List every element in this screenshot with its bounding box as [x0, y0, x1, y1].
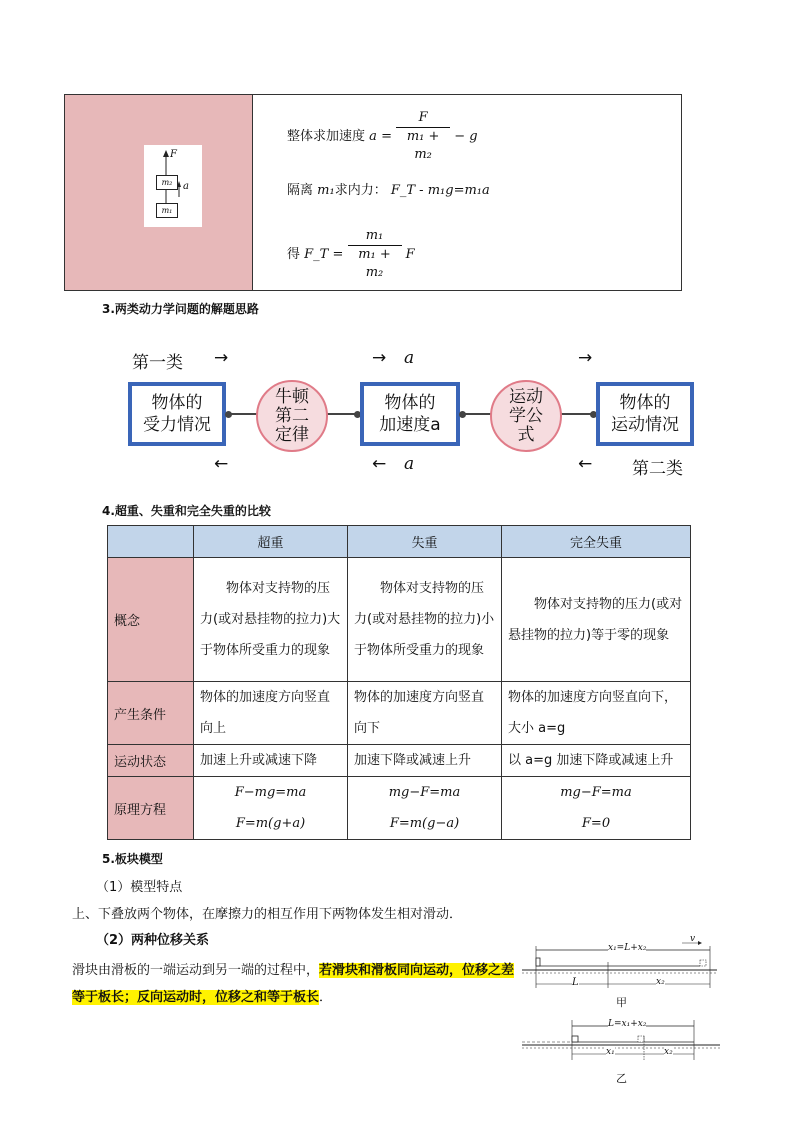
block-m2: m₂	[156, 175, 178, 190]
type2-label: 第二类	[632, 459, 683, 479]
equation-line: mg−F=ma	[388, 785, 461, 800]
diagram-cell	[65, 95, 253, 290]
tension-numerator: m₁	[348, 227, 402, 246]
arrow-left-icon: ←	[578, 454, 593, 474]
figure-jia	[522, 934, 722, 1012]
jia-L-label: L	[572, 977, 579, 988]
table-cell: 物体对支持物的压力(或对悬挂物的拉力)等于零的现象	[502, 558, 691, 682]
arrow-left-icon: ←	[214, 454, 229, 474]
subsection2-title: （2）两种位移关系	[96, 933, 210, 948]
tension-fraction	[348, 227, 402, 282]
whole-accel-formula: 整体求加速度 a = $\frac{F}{\text{m₁ + m₂}}$ − g	[287, 110, 478, 162]
figure-yi	[522, 1014, 722, 1090]
section5-title: 5.板块模型	[102, 852, 163, 866]
box-line: 物体的	[619, 393, 671, 413]
row-label: 概念	[108, 558, 194, 682]
equation-line: mg−F=ma	[560, 785, 632, 800]
arrow-left-icon: ←	[372, 454, 387, 474]
kinematics-formula-circle	[490, 380, 562, 452]
result-prefix: 得	[287, 247, 301, 262]
section4-title: 4.超重、失重和完全失重的比较	[102, 504, 271, 518]
block-m1: m₁	[156, 203, 178, 218]
isolate-mid: 求内力：	[334, 183, 387, 198]
accel-a-label: a	[404, 348, 415, 368]
tension-symbol: F_T =	[304, 247, 344, 262]
plain-text: ．	[319, 990, 333, 1005]
connector-dot	[225, 411, 232, 418]
displacement-relation-text	[72, 957, 516, 1011]
isolate-equation: F_T - m₁g=m₁a	[390, 183, 490, 198]
circle-line: 学公	[509, 405, 543, 426]
table-row	[108, 745, 691, 777]
fraction	[396, 109, 450, 164]
newton-second-law-circle	[256, 380, 328, 452]
connected-blocks-diagram	[144, 145, 202, 227]
section3-title: 3.两类动力学问题的解题思路	[102, 302, 259, 316]
box-line: 加速度a	[379, 415, 441, 435]
table-cell: 加速下降或减速上升	[348, 745, 502, 777]
table-cell: 物体的加速度方向竖直向下	[348, 682, 502, 745]
highlighted-text: 动，位移之差等于板长；反向运动时，位移之和等于板长	[72, 963, 515, 1005]
dynamics-flow-diagram	[128, 340, 698, 480]
circle-line: 式	[517, 424, 535, 445]
formula-prefix: 整体求加速度	[287, 129, 366, 144]
circle-line: 第二	[275, 405, 309, 426]
model-feature-text: 上、下叠放两个物体，在摩擦力的相互作用下两物体发生相对滑动．	[72, 907, 463, 922]
table-cell: 物体的加速度方向竖直向下，大小 a=g	[502, 682, 691, 745]
isolate-mass: m₁	[317, 183, 335, 198]
tension-tail: F	[405, 247, 415, 262]
row-label: 产生条件	[108, 682, 194, 745]
force-situation-box	[128, 382, 226, 446]
isolate-prefix: 隔离	[287, 183, 314, 198]
acceleration-box	[360, 382, 460, 446]
weight-comparison-table	[107, 525, 691, 840]
table-row	[108, 777, 691, 840]
box-line: 受力情况	[143, 415, 211, 435]
table-cell: 物体对支持物的压力(或对悬挂物的拉力)大于物体所受重力的现象	[194, 558, 348, 682]
circle-line: 运动	[509, 386, 543, 407]
equation-cell	[348, 777, 502, 840]
plain-text: 滑块由滑板的一端运动到另一端的过程中，	[72, 963, 320, 978]
header-cell: 完全失重	[502, 526, 691, 558]
highlighted-text: 若滑块和滑板同向运	[319, 963, 437, 978]
accel-symbol: a	[369, 129, 377, 144]
arrow-right-icon: →	[372, 348, 387, 368]
force-analysis-table	[64, 94, 682, 291]
box-line: 物体的	[151, 393, 203, 413]
equation-cell	[502, 777, 691, 840]
table-cell: 物体对支持物的压力(或对悬挂物的拉力)小于物体所受重力的现象	[348, 558, 502, 682]
motion-situation-box	[596, 382, 694, 446]
table-row	[108, 558, 691, 682]
formula-tail: − g	[454, 129, 478, 144]
header-cell: 超重	[194, 526, 348, 558]
force-label: F	[170, 149, 177, 160]
circle-line: 牛顿	[275, 386, 309, 407]
fraction-numerator: F	[396, 109, 450, 128]
accel-label: a	[183, 181, 189, 192]
arrow-right-icon: →	[214, 348, 229, 368]
circle-line: 定律	[275, 424, 309, 445]
table-cell: 以 a=g 加速下降或减速上升	[502, 745, 691, 777]
equation-line: F=m(g−a)	[389, 816, 460, 831]
equation-line: F−mg=ma	[234, 785, 307, 800]
table-row	[108, 682, 691, 745]
tension-formula	[287, 227, 415, 282]
table-cell: 物体的加速度方向竖直向上	[194, 682, 348, 745]
subsection1-title: （1）模型特点	[96, 880, 183, 895]
yi-x2-label: x₂	[664, 1047, 673, 1057]
yi-top-label: L=x₁+x₂	[608, 1019, 647, 1029]
accel-a-label: a	[404, 454, 415, 474]
equation-cell	[194, 777, 348, 840]
connector-dot	[459, 411, 466, 418]
jia-velocity-label: v	[690, 934, 696, 944]
row-label: 原理方程	[108, 777, 194, 840]
fraction-denominator: m₁ + m₂	[406, 129, 440, 162]
tension-denominator: m₁ + m₂	[358, 247, 391, 280]
type1-label: 第一类	[132, 353, 183, 373]
jia-caption: 甲	[616, 996, 627, 1009]
equation-line: F=0	[581, 816, 611, 831]
yi-x1-label: x₁	[606, 1047, 615, 1057]
jia-top-label: x₁=L+x₂	[608, 943, 647, 953]
box-line: 运动情况	[611, 415, 679, 435]
isolate-formula	[287, 179, 490, 198]
header-cell: 失重	[348, 526, 502, 558]
equation-line: F=m(g+a)	[235, 816, 306, 831]
row-label: 运动状态	[108, 745, 194, 777]
jia-x2-label: x₂	[656, 977, 665, 987]
header-cell	[108, 526, 194, 558]
box-line: 物体的	[384, 393, 436, 413]
yi-caption: 乙	[616, 1072, 627, 1085]
table-header-row	[108, 526, 691, 558]
arrow-right-icon: →	[578, 348, 593, 368]
table-cell: 加速上升或减速下降	[194, 745, 348, 777]
